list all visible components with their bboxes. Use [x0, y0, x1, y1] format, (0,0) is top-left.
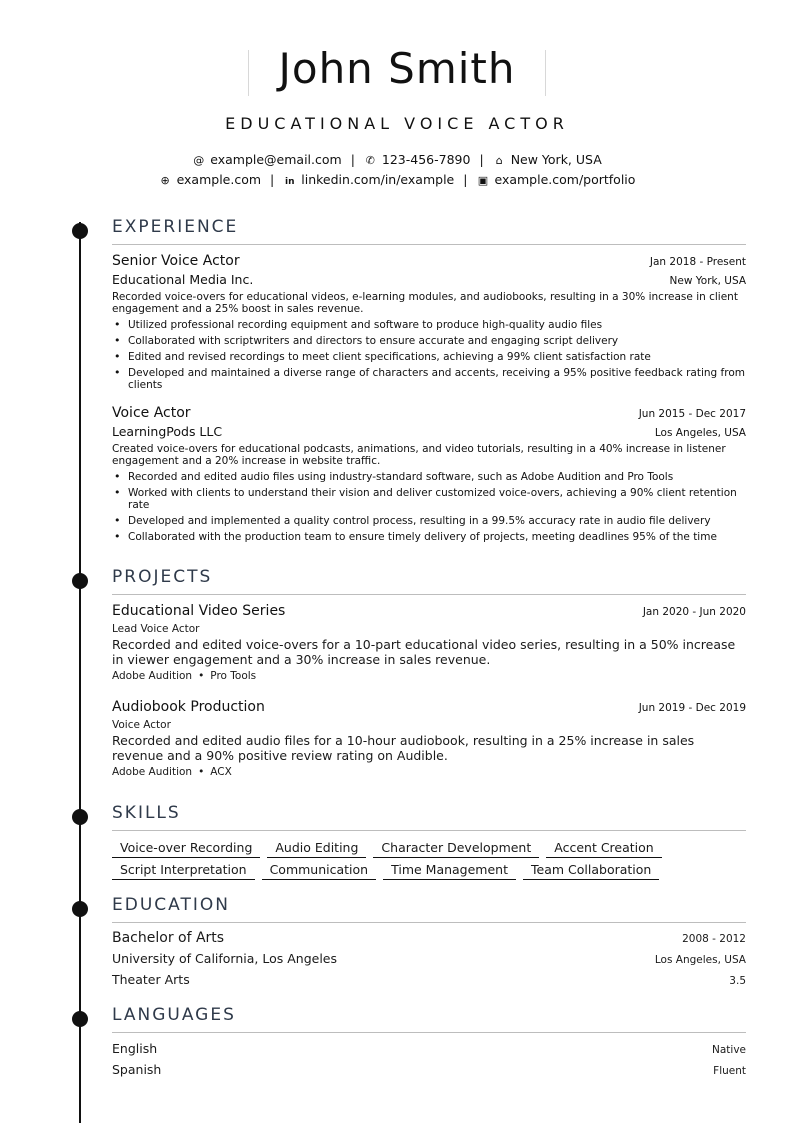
home-icon: ⌂	[495, 154, 503, 167]
experience-section	[112, 216, 746, 543]
languages-list	[112, 1039, 746, 1081]
linkedin-icon: in	[285, 177, 295, 187]
section-title: LANGUAGES	[112, 1004, 746, 1033]
section-title: EDUCATION	[112, 894, 746, 923]
project-description: Recorded and edited voice-overs for a 10-part educational video series, resulting in a 50% increase in viewer engagement and a 30% increase in sales revenue.	[112, 637, 736, 667]
resume-header	[0, 40, 794, 192]
language-row	[112, 1039, 746, 1060]
skill-tag: Accent Creation	[546, 839, 661, 858]
timeline-dot-projects	[72, 573, 88, 589]
section-title: SKILLS	[112, 802, 746, 831]
contact-linkedin[interactable]: in linkedin.com/in/example	[283, 170, 454, 192]
language-level: Native	[712, 1044, 746, 1056]
globe-icon: ⊕	[160, 174, 170, 187]
contact-portfolio[interactable]: ▣ example.com/portfolio	[476, 170, 635, 190]
contact-website[interactable]: ⊕ example.com	[159, 170, 261, 190]
company-name: LearningPods LLC	[112, 424, 223, 439]
field-of-study: Theater Arts	[112, 972, 190, 987]
language-row	[112, 1060, 746, 1081]
gpa: 3.5	[729, 975, 746, 987]
bullet-item: • Worked with clients to understand their vision and deliver customized voice-overs, achieving a 90% client retention rate	[112, 487, 746, 511]
bullet-item: • Developed and implemented a quality control process, resulting in a 99.5% accuracy rate in audio file delivery	[112, 515, 746, 527]
company-name: Educational Media Inc.	[112, 272, 254, 287]
location: Los Angeles, USA	[654, 427, 746, 439]
experience-entry	[112, 251, 746, 391]
date-range: Jun 2015 - Dec 2017	[638, 408, 746, 420]
contact-email[interactable]: @ example@email.com	[192, 150, 341, 170]
project-name: Audiobook Production	[112, 699, 265, 715]
skill-tag: Character Development	[373, 839, 539, 858]
date-range: Jan 2020 - Jun 2020	[642, 606, 746, 618]
project-description: Recorded and edited audio files for a 10-hour audiobook, resulting in a 25% increase in sales revenue and a 90% positive review rating on Audible.	[112, 733, 695, 763]
summary: Created voice-overs for educational podcasts, animations, and video tutorials, resulting in a 40% increase in listener engagement and a 20% increase in website traffic.	[112, 443, 726, 467]
project-role: Voice Actor	[112, 719, 171, 731]
skills-section	[112, 802, 746, 883]
languages-section	[112, 1004, 746, 1081]
role-title: Voice Actor	[112, 405, 191, 421]
section-title: PROJECTS	[112, 566, 746, 595]
degree: Bachelor of Arts	[112, 930, 225, 946]
timeline-dot-education	[72, 901, 88, 917]
contact-phone[interactable]: ✆ 123-456-7890	[364, 150, 471, 170]
role-title: Senior Voice Actor	[112, 253, 240, 269]
project-tools: Adobe Audition • ACX	[112, 766, 232, 778]
project-name: Educational Video Series	[112, 603, 286, 619]
skill-tag: Audio Editing	[267, 839, 366, 858]
projects-section	[112, 566, 746, 781]
experience-entry	[112, 403, 746, 543]
bullet-list	[112, 319, 746, 391]
timeline-line	[79, 222, 81, 1123]
school-name: University of California, Los Angeles	[112, 951, 338, 966]
project-entry	[112, 697, 746, 781]
contact-info	[0, 150, 794, 192]
job-title: EDUCATIONAL VOICE ACTOR	[225, 114, 569, 133]
portfolio-icon: ▣	[477, 174, 489, 187]
name-frame	[248, 40, 545, 98]
language-level: Fluent	[713, 1065, 746, 1077]
skill-tag: Time Management	[383, 861, 516, 880]
bullet-list	[112, 471, 746, 543]
project-tools: Adobe Audition • Pro Tools	[112, 670, 257, 682]
timeline-dot-experience	[72, 223, 88, 239]
contact-location: ⌂ New York, USA	[493, 150, 602, 170]
education-entry	[112, 929, 746, 991]
bullet-item: • Recorded and edited audio files using industry-standard software, such as Adobe Audition and Pro Tools	[112, 471, 746, 483]
bullet-item: • Collaborated with the production team to ensure timely delivery of projects, meeting deadlines 95% of the time	[112, 531, 746, 543]
project-entry	[112, 601, 746, 685]
date-range: Jun 2019 - Dec 2019	[638, 702, 746, 714]
location: Los Angeles, USA	[654, 954, 746, 966]
date-range: 2008 - 2012	[682, 933, 746, 945]
contact-line-1: @ example@email.com | ✆ 123-456-7890 | ⌂ New York, USA	[0, 150, 794, 170]
language-name: English	[112, 1041, 158, 1056]
at-icon: @	[193, 154, 205, 167]
summary: Recorded voice-overs for educational videos, e-learning modules, and audiobooks, resulting in a 30% increase in client engagement and a 25% boost in sales revenue.	[112, 291, 738, 315]
phone-icon: ✆	[365, 154, 376, 167]
skill-tag: Voice-over Recording	[112, 839, 260, 858]
project-role: Lead Voice Actor	[112, 623, 200, 635]
language-name: Spanish	[112, 1062, 162, 1077]
date-range: Jan 2018 - Present	[649, 256, 746, 268]
skill-tag: Communication	[262, 861, 377, 880]
bullet-item: • Utilized professional recording equipment and software to produce high-quality audio files	[112, 319, 746, 331]
bullet-item: • Edited and revised recordings to meet client specifications, achieving a 99% client satisfaction rate	[112, 351, 746, 363]
skill-tag: Script Interpretation	[112, 861, 255, 880]
bullet-item: • Developed and maintained a diverse range of characters and accents, receiving a 95% positive feedback rating from clients	[112, 367, 746, 391]
candidate-name: John Smith	[278, 44, 516, 93]
section-title: EXPERIENCE	[112, 216, 746, 245]
contact-line-2: ⊕ example.com | in linkedin.com/in/example | ▣ example.com/portfolio	[0, 170, 794, 192]
bullet-item: • Collaborated with scriptwriters and directors to ensure accurate and engaging script delivery	[112, 335, 746, 347]
timeline-dot-languages	[72, 1011, 88, 1027]
education-section	[112, 894, 746, 991]
skills-list	[112, 839, 746, 883]
location: New York, USA	[669, 275, 746, 287]
timeline-dot-skills	[72, 809, 88, 825]
skill-tag: Team Collaboration	[523, 861, 659, 880]
